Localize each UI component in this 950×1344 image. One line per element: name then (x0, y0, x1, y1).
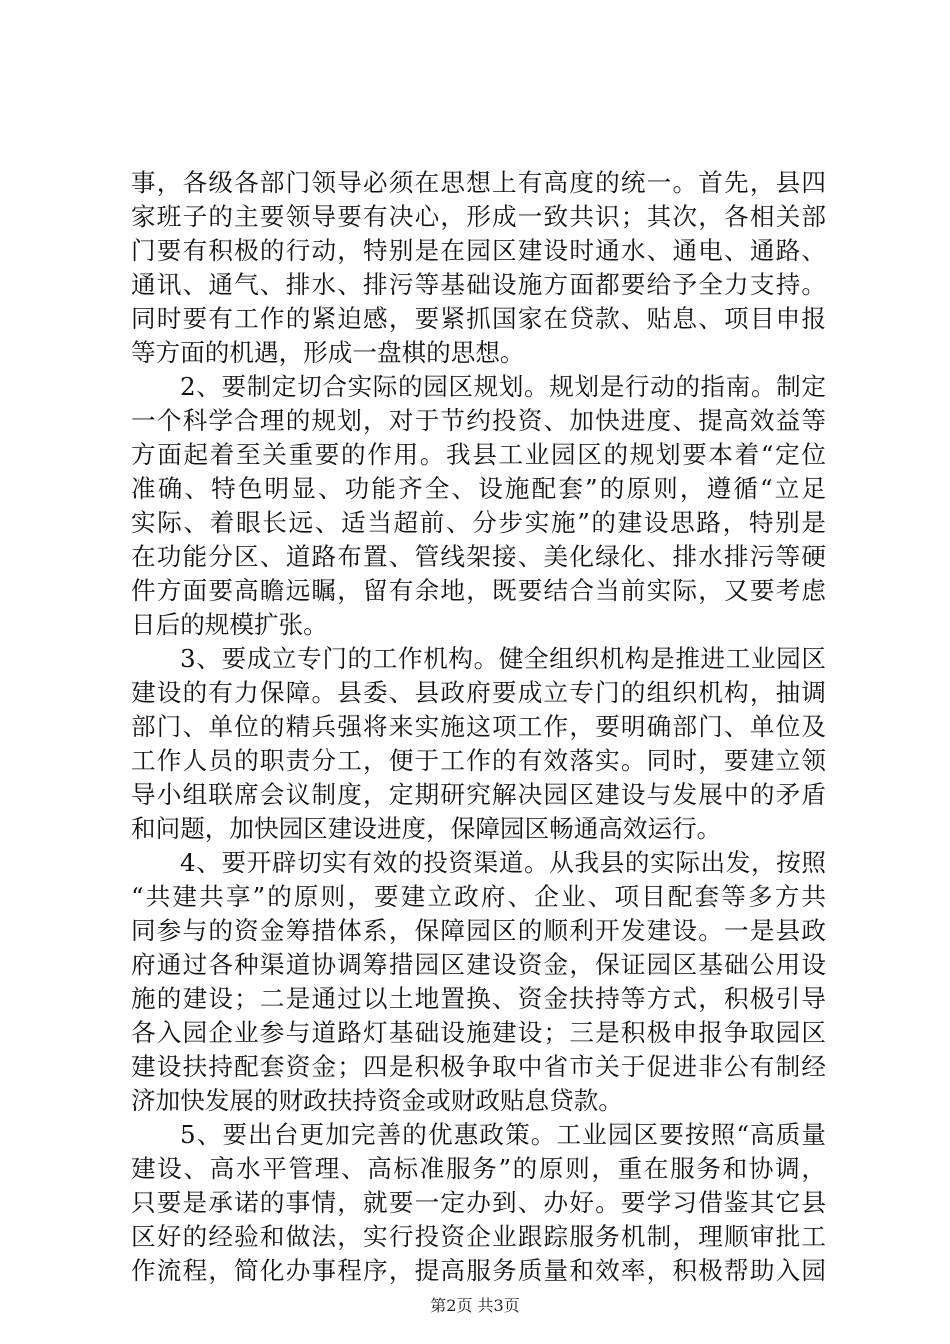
document-body (131, 166, 826, 1288)
text-line: 门要有积极的行动，特别是在园区建设时通水、通电、通路、 (131, 236, 826, 265)
text-line: 各入园企业参与道路灯基础设施建设；三是积极申报争取园区 (131, 1018, 826, 1047)
text-line: 和问题，加快园区建设进度，保障园区畅通高效运行。 (131, 814, 722, 843)
text-line: 4、要开辟切实有效的投资渠道。从我县的实际出发，按照 (180, 848, 826, 877)
text-line: 一个科学合理的规划，对于节约投资、加快进度、提高效益等 (131, 406, 826, 435)
text-line: 同参与的资金筹措体系，保障园区的顺利开发建设。一是县政 (131, 916, 826, 945)
text-line: 导小组联席会议制度，定期研究解决园区建设与发展中的矛盾 (131, 780, 826, 809)
text-line: 事，各级各部门领导必须在思想上有高度的统一。首先，县四 (131, 168, 826, 197)
text-line: 施的建设；二是通过以土地置换、资金扶持等方式，积极引导 (131, 984, 826, 1013)
text-line: 建设扶持配套资金；四是积极争取中省市关于促进非公有制经 (131, 1052, 826, 1081)
text-line: 3、要成立专门的工作机构。健全组织机构是推进工业园区 (180, 644, 826, 673)
text-line: 5、要出台更加完善的优惠政策。工业园区要按照“高质量 (180, 1120, 826, 1149)
text-line: 等方面的机遇，形成一盘棋的思想。 (131, 338, 525, 367)
text-line: 工作人员的职责分工，便于工作的有效落实。同时，要建立领 (131, 746, 826, 775)
text-line: 准确、特色明显、功能齐全、设施配套”的原则，遵循“立足 (131, 474, 826, 503)
text-line: 日后的规模扩张。 (131, 610, 328, 639)
text-line: 只要是承诺的事情，就要一定办到、办好。要学习借鉴其它县 (131, 1188, 826, 1217)
text-line: 家班子的主要领导要有决心，形成一致共识；其次，各相关部 (131, 202, 826, 231)
text-line: 作流程，简化办事程序，提高服务质量和效率，积极帮助入园 (131, 1256, 826, 1285)
text-line: 通讯、通气、排水、排污等基础设施方面都要给予全力支持。 (131, 270, 826, 299)
text-line: 同时要有工作的紧迫感，要紧抓国家在贷款、贴息、项目申报 (131, 304, 826, 333)
text-line: 件方面要高瞻远瞩，留有余地，既要结合当前实际，又要考虑 (131, 576, 826, 605)
text-line: 济加快发展的财政扶持资金或财政贴息贷款。 (131, 1086, 623, 1115)
text-line: 实际、着眼长远、适当超前、分步实施”的建设思路，特别是 (131, 508, 826, 537)
text-line: 方面起着至关重要的作用。我县工业园区的规划要本着“定位 (131, 440, 826, 469)
text-line: 在功能分区、道路布置、管线架接、美化绿化、排水排污等硬 (131, 542, 826, 571)
text-line: 建设、高水平管理、高标准服务”的原则，重在服务和协调， (131, 1154, 826, 1183)
text-line: 区好的经验和做法，实行投资企业跟踪服务机制，理顺审批工 (131, 1222, 826, 1251)
text-line: 府通过各种渠道协调筹措园区建设资金，保证园区基础公用设 (131, 950, 826, 979)
page-number-footer: 第2页 共3页 (430, 1296, 520, 1315)
text-line: 部门、单位的精兵强将来实施这项工作，要明确部门、单位及 (131, 712, 826, 741)
text-line: “共建共享”的原则，要建立政府、企业、项目配套等多方共 (131, 882, 826, 911)
text-line: 建设的有力保障。县委、县政府要成立专门的组织机构，抽调 (131, 678, 826, 707)
text-line: 2、要制定切合实际的园区规划。规划是行动的指南。制定 (180, 372, 826, 401)
